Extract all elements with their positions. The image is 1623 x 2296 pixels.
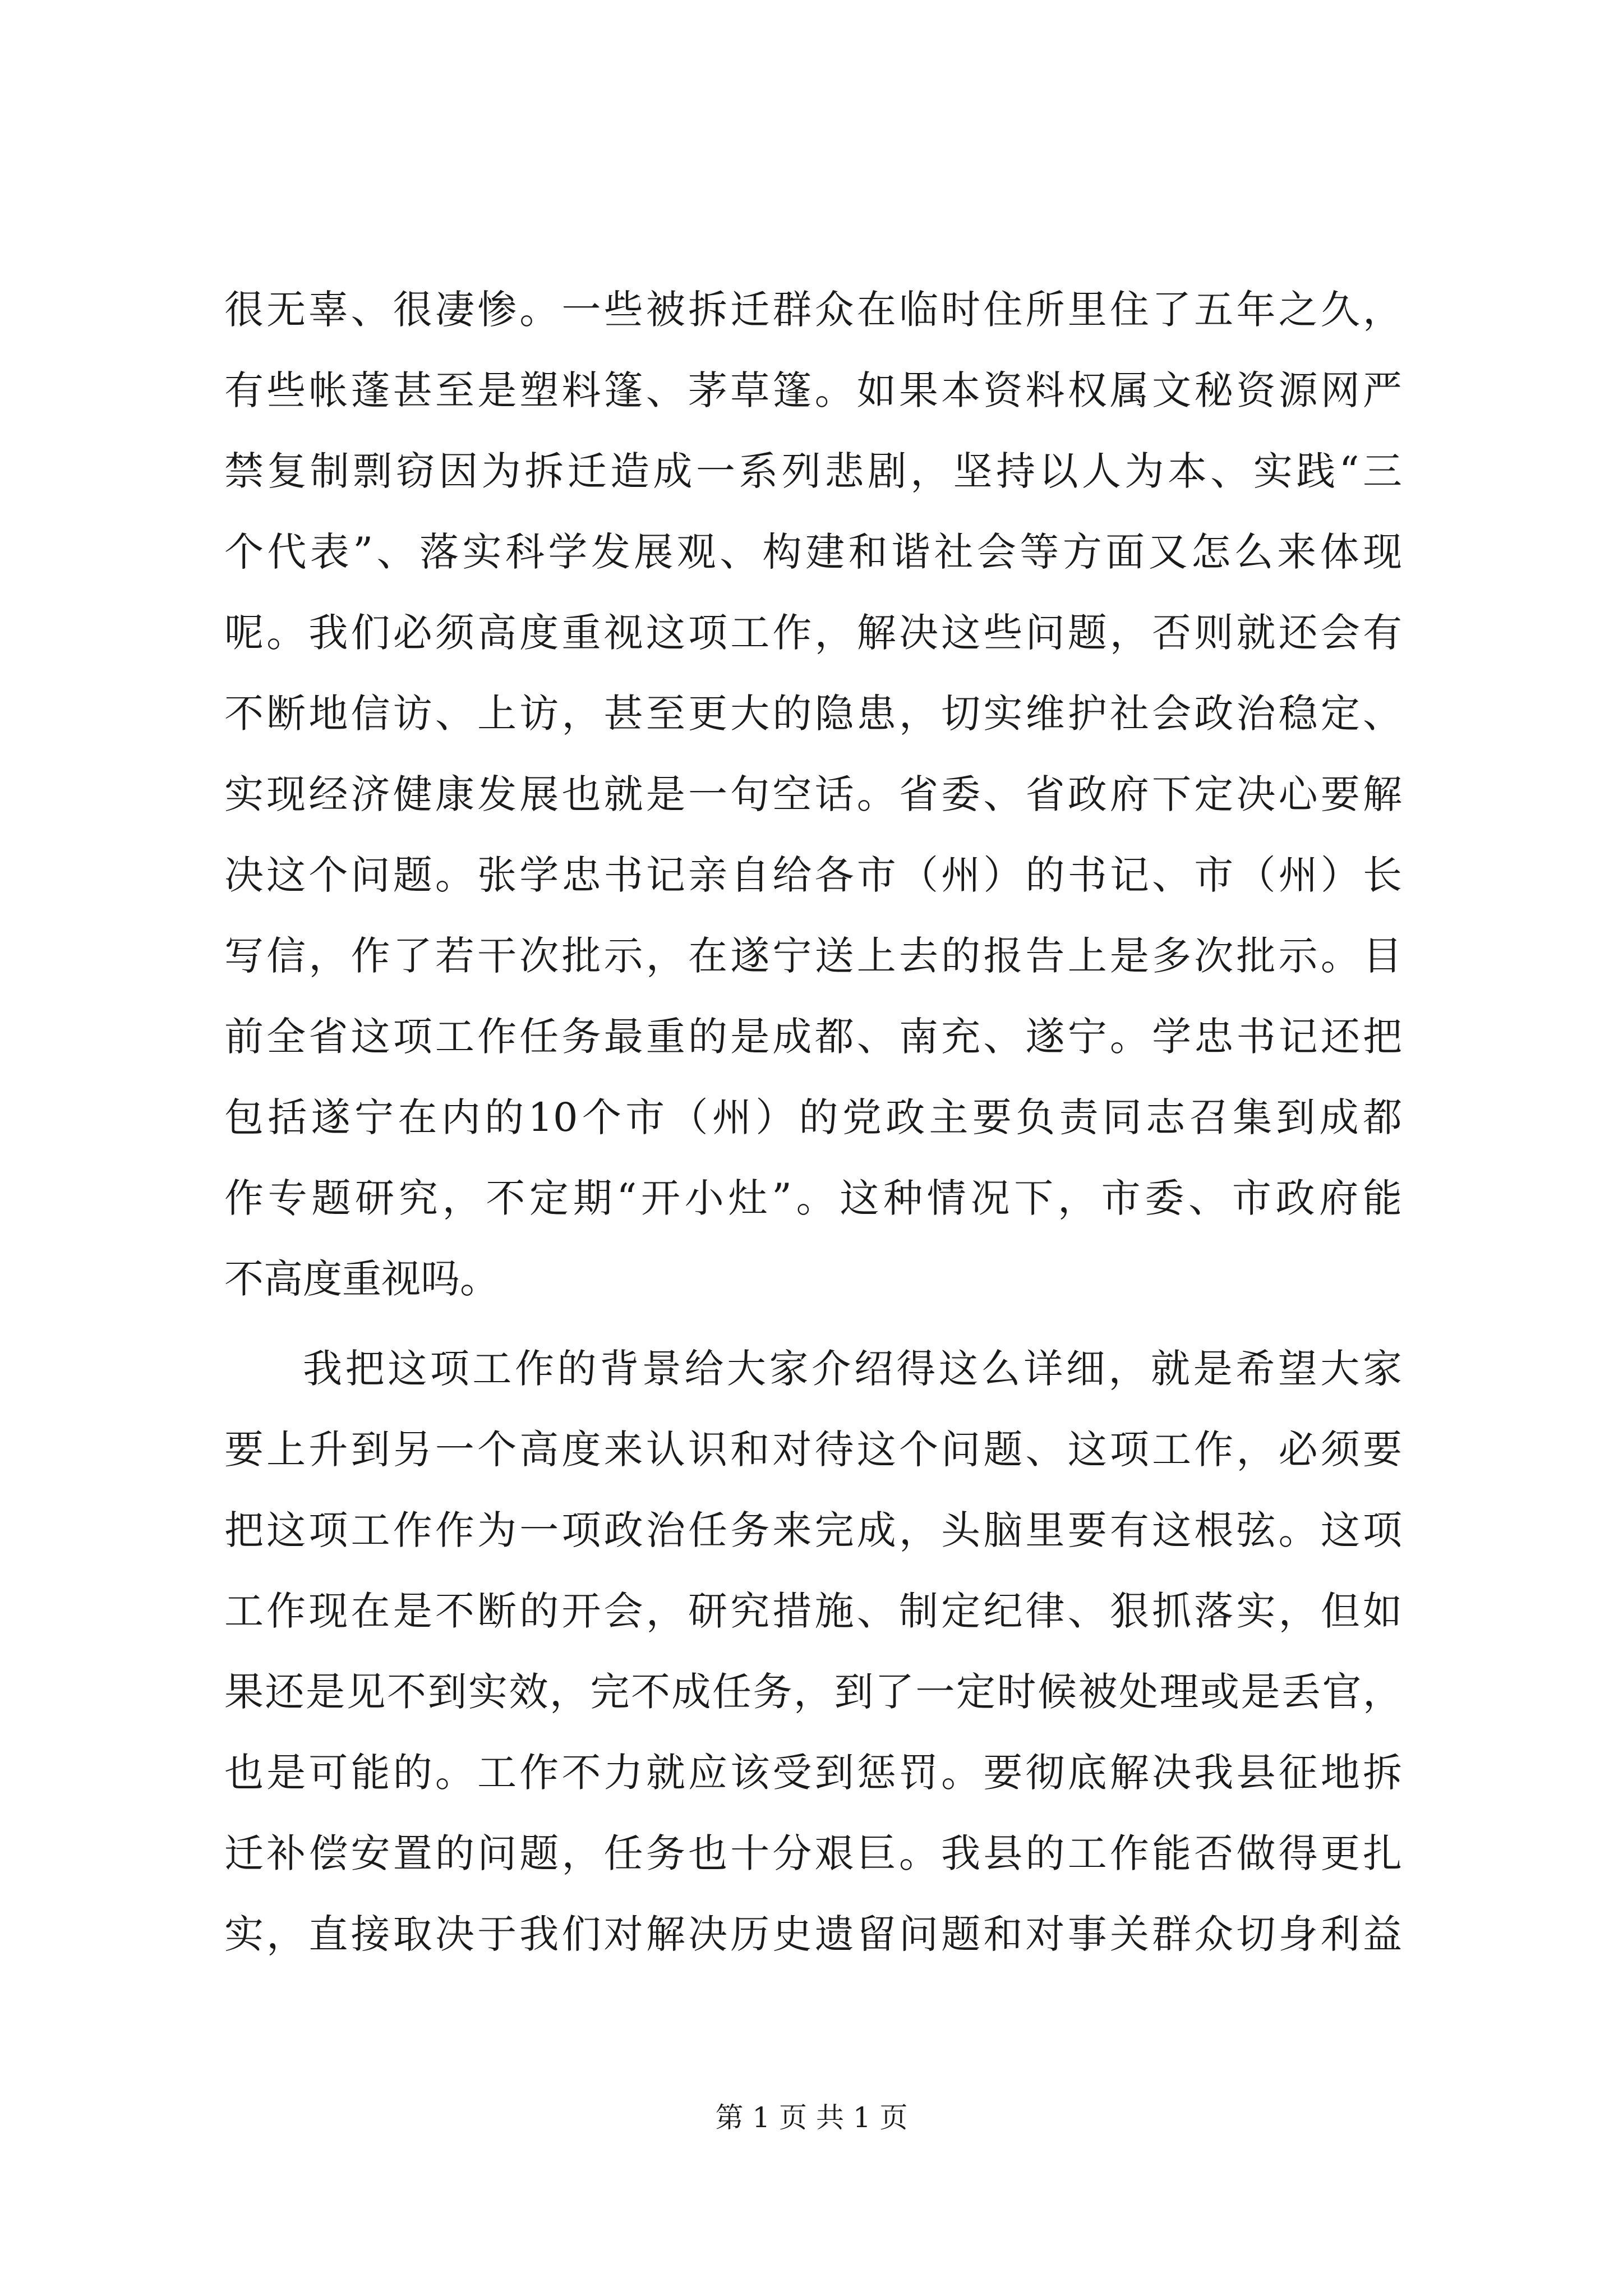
paragraph-1-line-3: 禁复制剽窃因为拆迁造成一系列悲剧，坚持以人为本、实践“三: [224, 448, 1402, 494]
paragraph-1-line-10: 前全省这项工作任务最重的是成都、南充、遂宁。学忠书记还把: [224, 1014, 1402, 1060]
paragraph-2-line-3: 把这项工作作为一项政治任务来完成，头脑里要有这根弦。这项: [224, 1507, 1402, 1553]
paragraph-1-line-4: 个代表”、落实科学发展观、构建和谐社会等方面又怎么来体现: [224, 529, 1402, 575]
paragraph-2-line-1: 我把这项工作的背景给大家介绍得这么详细，就是希望大家: [303, 1346, 1402, 1392]
paragraph-2-line-2: 要上升到另一个高度来认识和对待这个问题、这项工作，必须要: [224, 1427, 1402, 1473]
paragraph-2-line-5: 果还是见不到实效，完不成任务，到了一定时候被处理或是丢官，: [224, 1669, 1402, 1715]
paragraph-2-line-4: 工作现在是不断的开会，研究措施、制定纪律、狠抓落实，但如: [224, 1588, 1402, 1634]
paragraph-1-line-12: 作专题研究，不定期“开小灶”。这种情况下，市委、市政府能: [224, 1175, 1402, 1221]
body-text: [224, 269, 1402, 1975]
paragraph-1-line-7: 实现经济健康发展也就是一句空话。省委、省政府下定决心要解: [224, 771, 1402, 817]
paragraph-1-line-13: 不高度重视吗。: [224, 1256, 499, 1302]
paragraph-1-line-5: 呢。我们必须高度重视这项工作，解决这些问题，否则就还会有: [224, 610, 1402, 656]
paragraph-1-line-8: 决这个问题。张学忠书记亲自给各市（州）的书记、市（州）长: [224, 852, 1402, 898]
paragraph-2-line-8: 实，直接取决于我们对解决历史遗留问题和对事关群众切身利益: [224, 1911, 1402, 1957]
page-footer: 第 1 页 共 1 页: [715, 2101, 908, 2134]
paragraph-2-line-6: 也是可能的。工作不力就应该受到惩罚。要彻底解决我县征地拆: [224, 1750, 1402, 1796]
paragraph-1-line-11: 包括遂宁在内的10个市（州）的党政主要负责同志召集到成都: [224, 1094, 1402, 1140]
paragraph-gap: [224, 1319, 1402, 1328]
paragraph-1-line-1: 很无辜、很凄惨。一些被拆迁群众在临时住所里住了五年之久，: [224, 287, 1402, 333]
paragraph-2-line-7: 迁补偿安置的问题，任务也十分艰巨。我县的工作能否做得更扎: [224, 1830, 1402, 1876]
paragraph-1-line-2: 有些帐蓬甚至是塑料篷、茅草篷。如果本资料权属文秘资源网严: [224, 367, 1402, 413]
paragraph-1-line-6: 不断地信访、上访，甚至更大的隐患，切实维护社会政治稳定、: [224, 691, 1402, 737]
paragraph-1-line-9: 写信，作了若干次批示，在遂宁送上去的报告上是多次批示。目: [224, 933, 1402, 979]
